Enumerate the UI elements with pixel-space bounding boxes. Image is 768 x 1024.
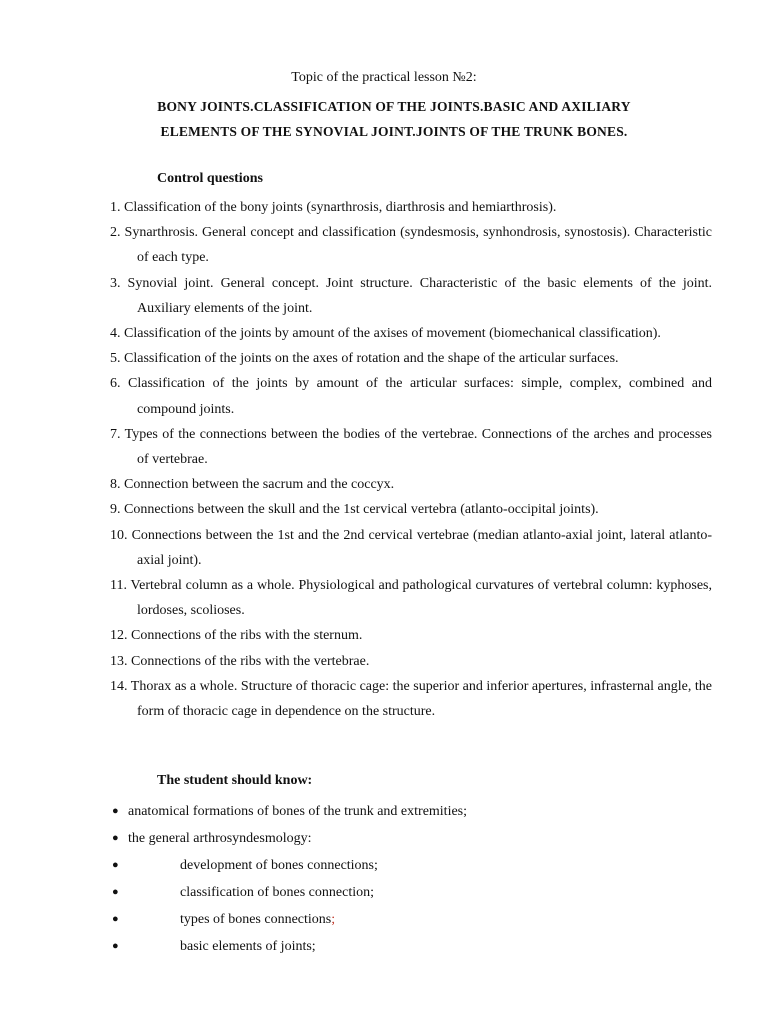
question-item <box>110 649 712 674</box>
question-text: Connections between the skull and the 1st cervical vertebra (atlanto-occipital joints). <box>124 502 599 518</box>
question-item <box>110 674 712 724</box>
question-text: Connections of the ribs with the sternum. <box>131 628 363 644</box>
question-number: 2. <box>110 225 121 241</box>
question-item <box>110 220 712 270</box>
lesson-title-line-1: BONY JOINTS.CLASSIFICATION OF THE JOINTS.BASIC AND AXILIARY <box>157 99 631 114</box>
question-text: Classification of the joints by amount of the axises of movement (biomechanical classification). <box>124 326 661 342</box>
question-item <box>110 573 712 623</box>
question-item <box>110 271 712 321</box>
question-item <box>110 195 712 220</box>
know-item-suffix: ; <box>331 912 336 927</box>
question-number: 8. <box>110 477 121 493</box>
question-text: Classification of the joints on the axes of rotation and the shape of the articular surfaces. <box>124 351 619 367</box>
question-text: Types of the connections between the bodies of the vertebrae. Connections of the arches and processes of vertebrae. <box>124 426 712 468</box>
question-item <box>110 497 712 522</box>
question-item <box>110 523 712 573</box>
question-number: 3. <box>110 275 121 291</box>
know-item-text: basic elements of joints; <box>180 939 316 954</box>
control-questions-list <box>110 195 712 724</box>
bullet-icon: ● <box>112 940 119 952</box>
question-number: 5. <box>110 351 121 367</box>
question-text: Connections of the ribs with the vertebrae. <box>131 653 370 669</box>
question-text: Classification of the joints by amount of the articular surfaces: simple, complex, combined and compound joints. <box>128 376 712 417</box>
question-number: 13. <box>110 653 128 669</box>
know-item <box>110 933 712 960</box>
question-item <box>110 422 712 472</box>
lesson-title <box>110 94 678 144</box>
student-should-know-heading: The student should know: <box>157 773 313 788</box>
know-item-text: the general arthrosyndesmology: <box>128 831 312 846</box>
question-number: 1. <box>110 200 121 215</box>
bullet-icon: ● <box>112 832 119 844</box>
question-number: 4. <box>110 326 121 342</box>
bullet-icon: ● <box>112 805 119 817</box>
lesson-topic: Topic of the practical lesson №2: <box>291 70 477 85</box>
question-text: Thorax as a whole. Structure of thoracic cage: the superior and inferior apertures, infrasternal angle, the form of thoracic cage in dependence on the structure. <box>130 678 712 720</box>
question-text: Classification of the bony joints (synarthrosis, diarthrosis and hemiarthrosis). <box>124 200 557 215</box>
question-item <box>110 472 712 497</box>
question-number: 7. <box>110 426 121 442</box>
question-number: 11. <box>110 578 127 594</box>
lesson-title-line-2: ELEMENTS OF THE SYNOVIAL JOINT.JOINTS OF THE TRUNK BONES. <box>160 124 628 139</box>
question-text: Connections between the 1st and the 2nd cervical vertebrae (median atlanto-axial joint, lateral atlanto-axial joint). <box>131 527 713 568</box>
question-item <box>110 346 712 371</box>
know-item-text: classification of bones connection; <box>180 885 374 900</box>
know-item <box>110 879 712 906</box>
bullet-icon: ● <box>112 886 119 898</box>
know-item <box>110 798 712 825</box>
question-text: Synovial joint. General concept. Joint structure. Characteristic of the basic elements of the joint. Auxiliary elements of the joint. <box>127 275 713 316</box>
know-item <box>110 906 712 933</box>
bullet-icon: ● <box>112 859 119 871</box>
question-text: Synarthrosis. General concept and classification (syndesmosis, synhondrosis, synostosis). Characteristic of each type. <box>124 225 712 266</box>
know-item-text: types of bones connections <box>180 912 332 927</box>
question-item <box>110 321 712 346</box>
know-item <box>110 825 712 852</box>
question-item <box>110 623 712 648</box>
question-number: 9. <box>110 502 121 518</box>
question-item <box>110 371 712 421</box>
question-number: 10. <box>110 527 128 543</box>
know-item-text: anatomical formations of bones of the trunk and extremities; <box>128 804 468 819</box>
question-number: 6. <box>110 376 121 392</box>
control-questions-heading: Control questions <box>157 171 263 186</box>
know-item-text: development of bones connections; <box>180 858 378 873</box>
know-item <box>110 852 712 879</box>
question-number: 14. <box>110 678 128 694</box>
question-number: 12. <box>110 628 128 644</box>
question-text: Connection between the sacrum and the coccyx. <box>124 477 395 493</box>
student-should-know-list <box>110 798 712 960</box>
question-text: Vertebral column as a whole. Physiological and pathological curvatures of vertebral column: kyphoses, lordoses, scolioses. <box>130 578 712 619</box>
bullet-icon: ● <box>112 913 119 925</box>
